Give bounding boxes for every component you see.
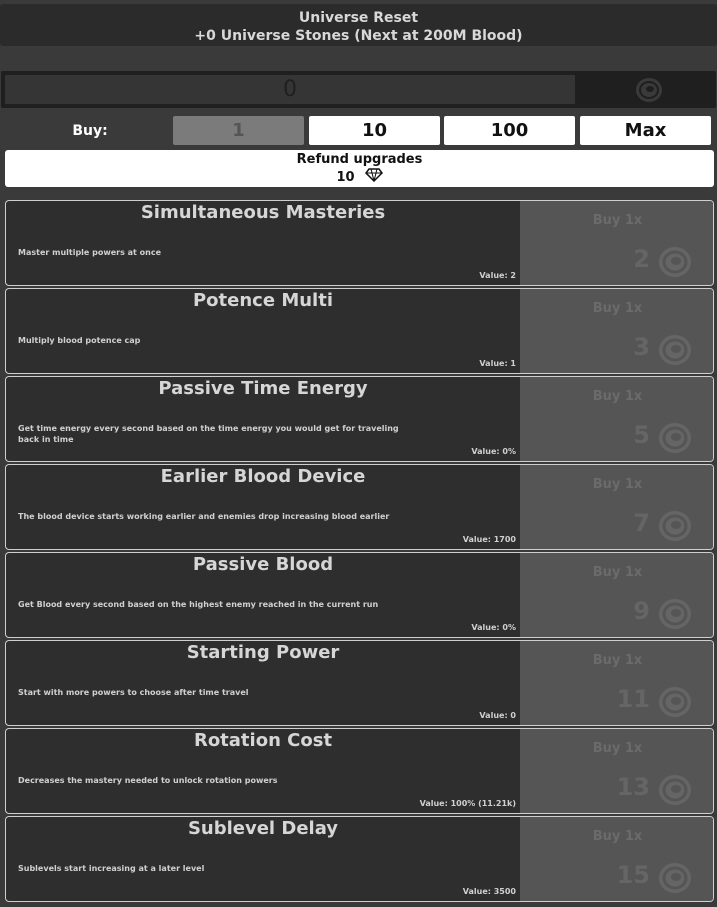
- header-subtitle: +0 Universe Stones (Next at 200M Blood): [194, 28, 523, 44]
- upgrade-card: [5, 816, 714, 902]
- upgrade-value: Value: 0%: [471, 447, 516, 456]
- buy-max-button[interactable]: Max: [580, 116, 711, 145]
- upgrade-cost: 15: [616, 861, 650, 889]
- buy-1-button[interactable]: 1: [173, 116, 304, 145]
- upgrade-value: Value: 100% (11.21k): [419, 799, 516, 808]
- upgrade-description: Multiply blood potence cap: [18, 336, 141, 345]
- upgrade-title: Earlier Blood Device: [160, 466, 366, 487]
- buy-100-button[interactable]: 100: [444, 116, 575, 145]
- upgrade-title: Rotation Cost: [193, 730, 333, 751]
- upgrade-description: Decreases the mastery needed to unlock rotation powers: [18, 776, 278, 785]
- upgrade-buy-button[interactable]: [520, 817, 714, 902]
- upgrade-buy-button[interactable]: [520, 729, 714, 814]
- upgrade-cost: 7: [633, 509, 650, 537]
- upgrade-buy-button[interactable]: [520, 377, 714, 462]
- upgrade-value: Value: 1: [479, 359, 516, 368]
- upgrade-buy-button[interactable]: [520, 289, 714, 374]
- upgrade-cost: 3: [633, 333, 650, 361]
- universe-stone-icon: [656, 244, 694, 284]
- universe-stone-icon: [656, 772, 694, 812]
- upgrade-card: [5, 552, 714, 638]
- upgrade-description: Master multiple powers at once: [18, 248, 162, 257]
- universe-stones-bar: [1, 71, 716, 108]
- upgrade-buy-button[interactable]: [520, 553, 714, 638]
- universe-stone-icon: [656, 860, 694, 900]
- universe-stone-icon: [656, 508, 694, 548]
- upgrade-title: Passive Time Energy: [158, 378, 368, 399]
- upgrade-cost: 9: [633, 597, 650, 625]
- upgrade-title: Potence Multi: [192, 290, 333, 311]
- buy-amount-label: Buy 1x: [592, 477, 643, 492]
- upgrade-card: [5, 288, 714, 374]
- universe-stone-icon: [656, 684, 694, 724]
- upgrade-description: Get Blood every second based on the highest enemy reached in the current run: [18, 600, 379, 609]
- upgrade-description: Get time energy every second based on the time energy you would get for traveling back in time: [18, 424, 399, 444]
- upgrade-description: Sublevels start increasing at a later level: [18, 864, 205, 873]
- buy-amount-label: Buy 1x: [592, 741, 643, 756]
- upgrade-card: [5, 464, 714, 550]
- buy-10-button[interactable]: 10: [309, 116, 440, 145]
- universe-stones-value: 0: [5, 75, 575, 104]
- upgrade-title: Passive Blood: [192, 554, 334, 575]
- upgrade-card: [5, 640, 714, 726]
- upgrade-value: Value: 0: [479, 711, 516, 720]
- upgrade-buy-button[interactable]: [520, 201, 714, 286]
- buy-label: Buy:: [72, 123, 108, 139]
- universe-stone-icon: [656, 332, 694, 372]
- upgrade-title: Simultaneous Masteries: [140, 202, 386, 223]
- upgrade-cost: 13: [616, 773, 650, 801]
- header-title: Universe Reset: [298, 10, 419, 26]
- buy-amount-label: Buy 1x: [592, 653, 643, 668]
- buy-amount-row: [0, 116, 717, 146]
- universe-stone-icon: [634, 76, 664, 108]
- upgrade-card: [5, 376, 714, 462]
- upgrade-value: Value: 2: [479, 271, 516, 280]
- universe-reset-header[interactable]: [0, 4, 717, 46]
- buy-amount-label: Buy 1x: [592, 389, 643, 404]
- universe-stone-icon: [656, 596, 694, 636]
- refund-label: Refund upgrades: [296, 152, 423, 167]
- diamond-icon: [365, 168, 383, 187]
- upgrade-buy-button[interactable]: [520, 465, 714, 550]
- upgrade-cost: 5: [633, 421, 650, 449]
- buy-amount-label: Buy 1x: [592, 565, 643, 580]
- buy-amount-label: Buy 1x: [592, 213, 643, 228]
- universe-stone-icon: [656, 420, 694, 460]
- refund-cost: 10: [336, 169, 355, 185]
- upgrade-title: Starting Power: [186, 642, 340, 663]
- upgrade-description: Start with more powers to choose after time travel: [18, 688, 249, 697]
- buy-amount-label: Buy 1x: [592, 301, 643, 316]
- refund-upgrades-button[interactable]: [5, 150, 714, 187]
- upgrade-value: Value: 0%: [471, 623, 516, 632]
- upgrade-value: Value: 3500: [462, 887, 516, 896]
- upgrade-title: Sublevel Delay: [187, 818, 339, 839]
- buy-amount-label: Buy 1x: [592, 829, 643, 844]
- upgrade-description: The blood device starts working earlier and enemies drop increasing blood earlier: [18, 512, 390, 521]
- upgrade-cost: 11: [616, 685, 650, 713]
- upgrade-cost: 2: [633, 245, 650, 273]
- upgrade-card: [5, 200, 714, 286]
- upgrade-buy-button[interactable]: [520, 641, 714, 726]
- upgrade-value: Value: 1700: [462, 535, 516, 544]
- upgrade-card: [5, 728, 714, 814]
